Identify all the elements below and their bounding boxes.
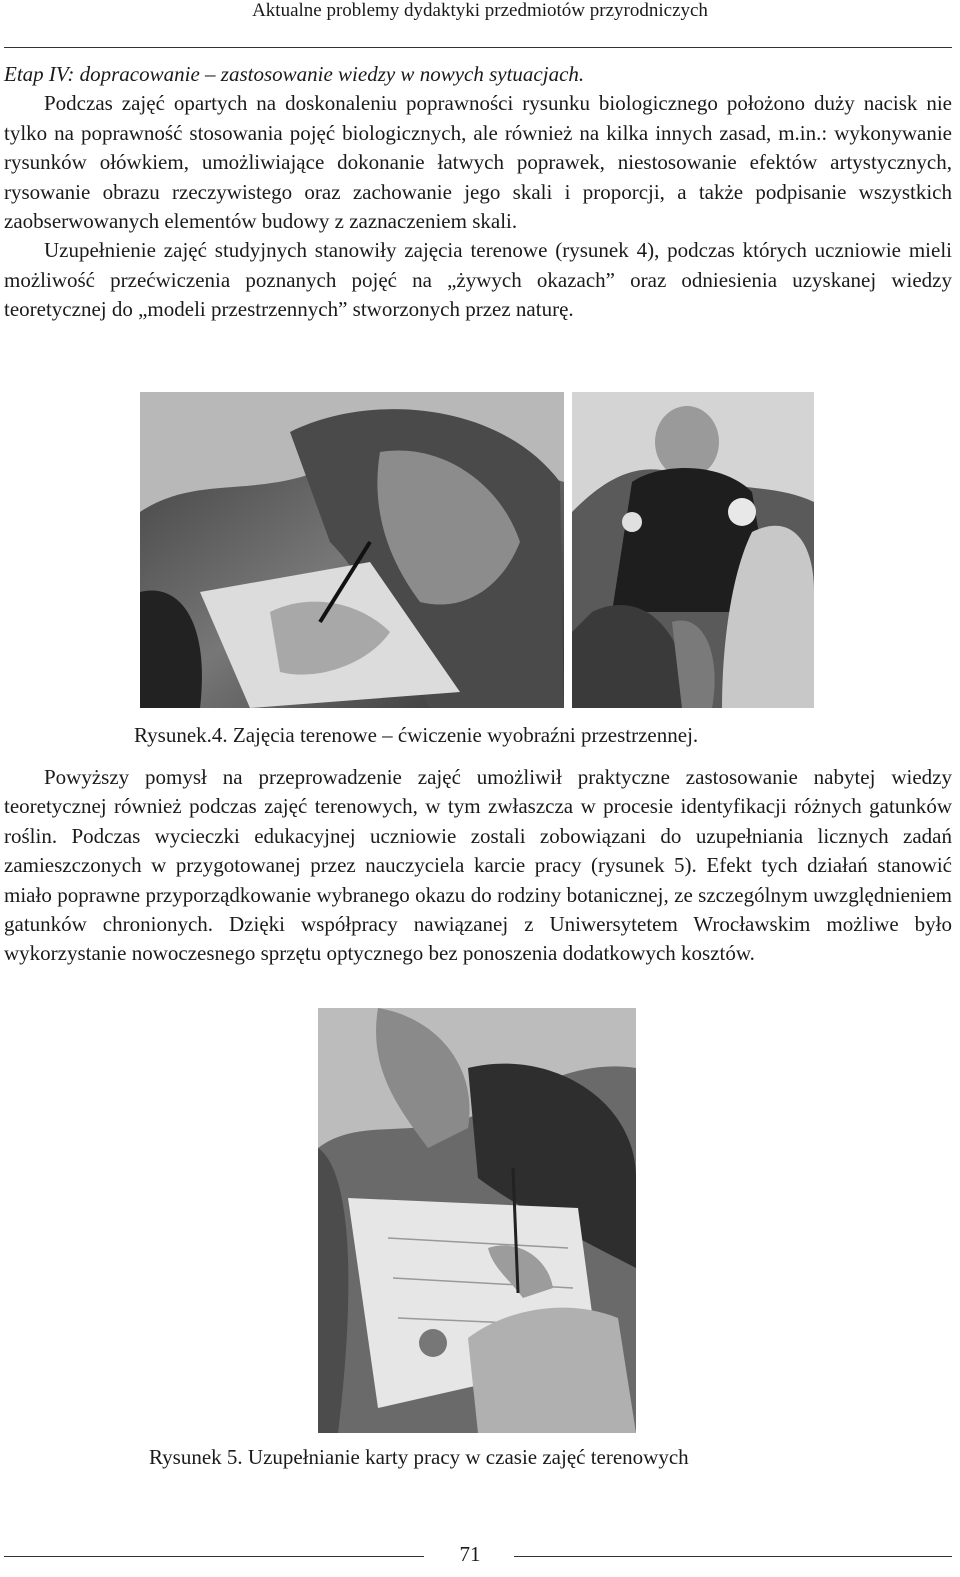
figure-4-photo-right: [572, 392, 814, 708]
paragraph-1: Podczas zajęć opartych na doskonaleniu poprawności rysunku biologicznego położono duży nacisk nie tylko na poprawność stosowania pojęć biologicznych, ale również na kilka innych zasad, m.in.: wykonywanie rysunków ołówkiem, umożliwiające dokonanie łatwych poprawek, niestosowanie efektów artystycznych, rysowanie obrazu rzeczywistego oraz zachowanie jego skali i proporcji, a także podpisanie wszystkich zaobserwowanych elementów budowy z zaznaczeniem skali.: [4, 91, 952, 234]
header-divider: [4, 47, 952, 48]
figure-4-caption: Rysunek.4. Zajęcia terenowe – ćwiczenie wyobraźni przestrzennej.: [134, 723, 699, 747]
running-header: Aktualne problemy dydaktyki przedmiotów przyrodniczych: [252, 0, 708, 21]
figure-4-photo-left: [140, 392, 564, 708]
paragraph-3: Powyższy pomysł na przeprowadzenie zajęć umożliwił praktyczne zastosowanie nabytej wiedzy teoretycznej również podczas zajęć terenowych, w tym zwłaszcza w procesie identyfikacji różnych gatunków roślin. Podczas wycieczki edukacyjnej uczniowie zostali zobowiązani do uzupełniania licznych zadań zamieszczonych w przygotowanej przez nauczyciela karcie pracy (rysunek 5). Efekt tych działań stanowić miało poprawne przyporządkowanie wybranego okazu do rodziny botanicznej, ze szczególnym uwzględnieniem gatunków chronionych. Dzięki współpracy nawiązanej z Uniwersytetem Wrocławskim możliwe było wykorzystanie nowoczesnego sprzętu optycznego bez ponoszenia dodatkowych kosztów.: [4, 765, 952, 966]
paragraph-2: Uzupełnienie zajęć studyjnych stanowiły zajęcia terenowe (rysunek 4), podczas których uczniowie mieli możliwość przećwiczenia poznanych pojęć na „żywych okazach” oraz odniesienia uzyskanej wiedzy teoretycznej do „modeli przestrzennych” stworzonych przez naturę.: [4, 238, 952, 322]
footer-rule-left: [4, 1556, 424, 1557]
section-heading: Etap IV: dopracowanie – zastosowanie wiedzy w nowych sytuacjach.: [4, 62, 585, 86]
figure-5-photo: [318, 1008, 636, 1433]
text-block-middle: [4, 763, 952, 969]
footer-rule-right: [514, 1556, 952, 1557]
page-number: 71: [459, 1542, 481, 1566]
text-block-top: [4, 60, 952, 325]
figure-5-caption: Rysunek 5. Uzupełnianie karty pracy w czasie zajęć terenowych: [149, 1445, 689, 1469]
